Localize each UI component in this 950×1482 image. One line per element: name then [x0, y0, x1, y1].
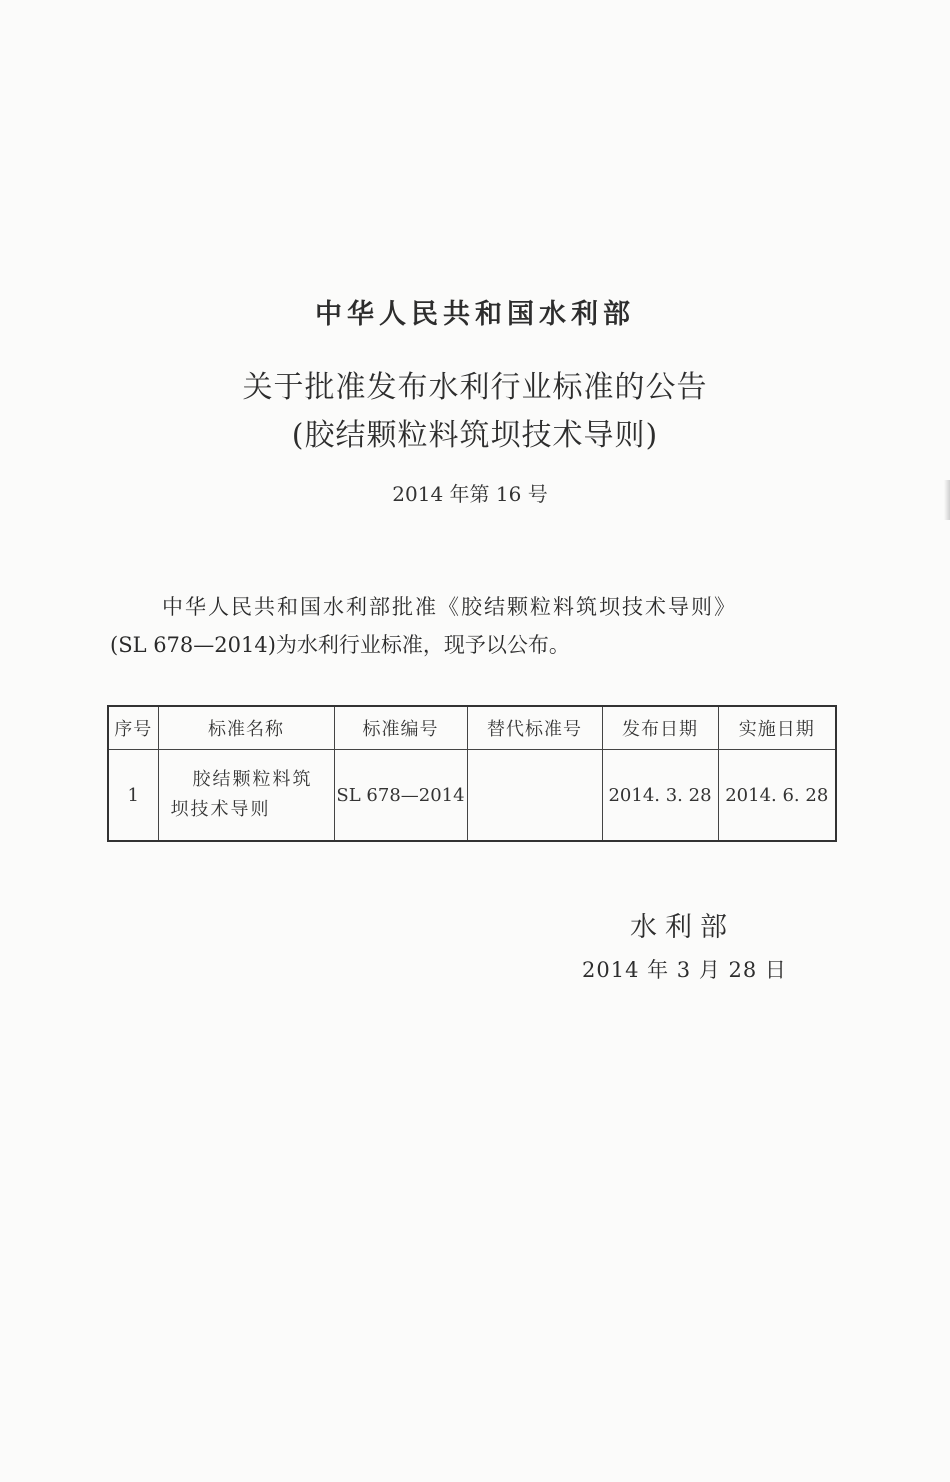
cell-code: SL 678—2014 [334, 750, 467, 842]
cell-name [158, 750, 334, 842]
table-row [108, 750, 836, 842]
col-header-effective-date: 实施日期 [718, 706, 836, 750]
col-header-replaces: 替代标准号 [467, 706, 602, 750]
issuing-organization: 中华人民共和国水利部 [315, 299, 635, 330]
page-edge-shadow [944, 480, 950, 520]
cell-name-line-2: 坝技术导则 [170, 799, 271, 820]
announcement-body [110, 588, 840, 664]
announcement-subtitle: (胶结颗粒料筑坝技术导则) [291, 418, 659, 453]
cell-name-line-1: 胶结颗粒料筑 [192, 769, 313, 790]
cell-effective-date: 2014. 6. 28 [718, 750, 836, 842]
col-header-no: 序号 [108, 706, 158, 750]
body-line-1: 中华人民共和国水利部批准《胶结颗粒料筑坝技术导则》 [162, 595, 737, 619]
standards-table [107, 705, 837, 842]
announcement-title: 关于批准发布水利行业标准的公告 [242, 370, 708, 405]
cell-publish-date: 2014. 3. 28 [602, 750, 718, 842]
cell-no: 1 [108, 750, 158, 842]
signature-date: 2014 年 3 月 28 日 [582, 958, 787, 982]
body-line-2: (SL 678—2014)为水利行业标准，现予以公布。 [110, 633, 570, 657]
col-header-name: 标准名称 [158, 706, 334, 750]
cell-replaces [467, 750, 602, 842]
col-header-code: 标准编号 [334, 706, 467, 750]
issue-number: 2014 年第 16 号 [392, 482, 548, 506]
table-header-row [108, 706, 836, 750]
signature: 水利部 [630, 912, 735, 943]
col-header-publish-date: 发布日期 [602, 706, 718, 750]
